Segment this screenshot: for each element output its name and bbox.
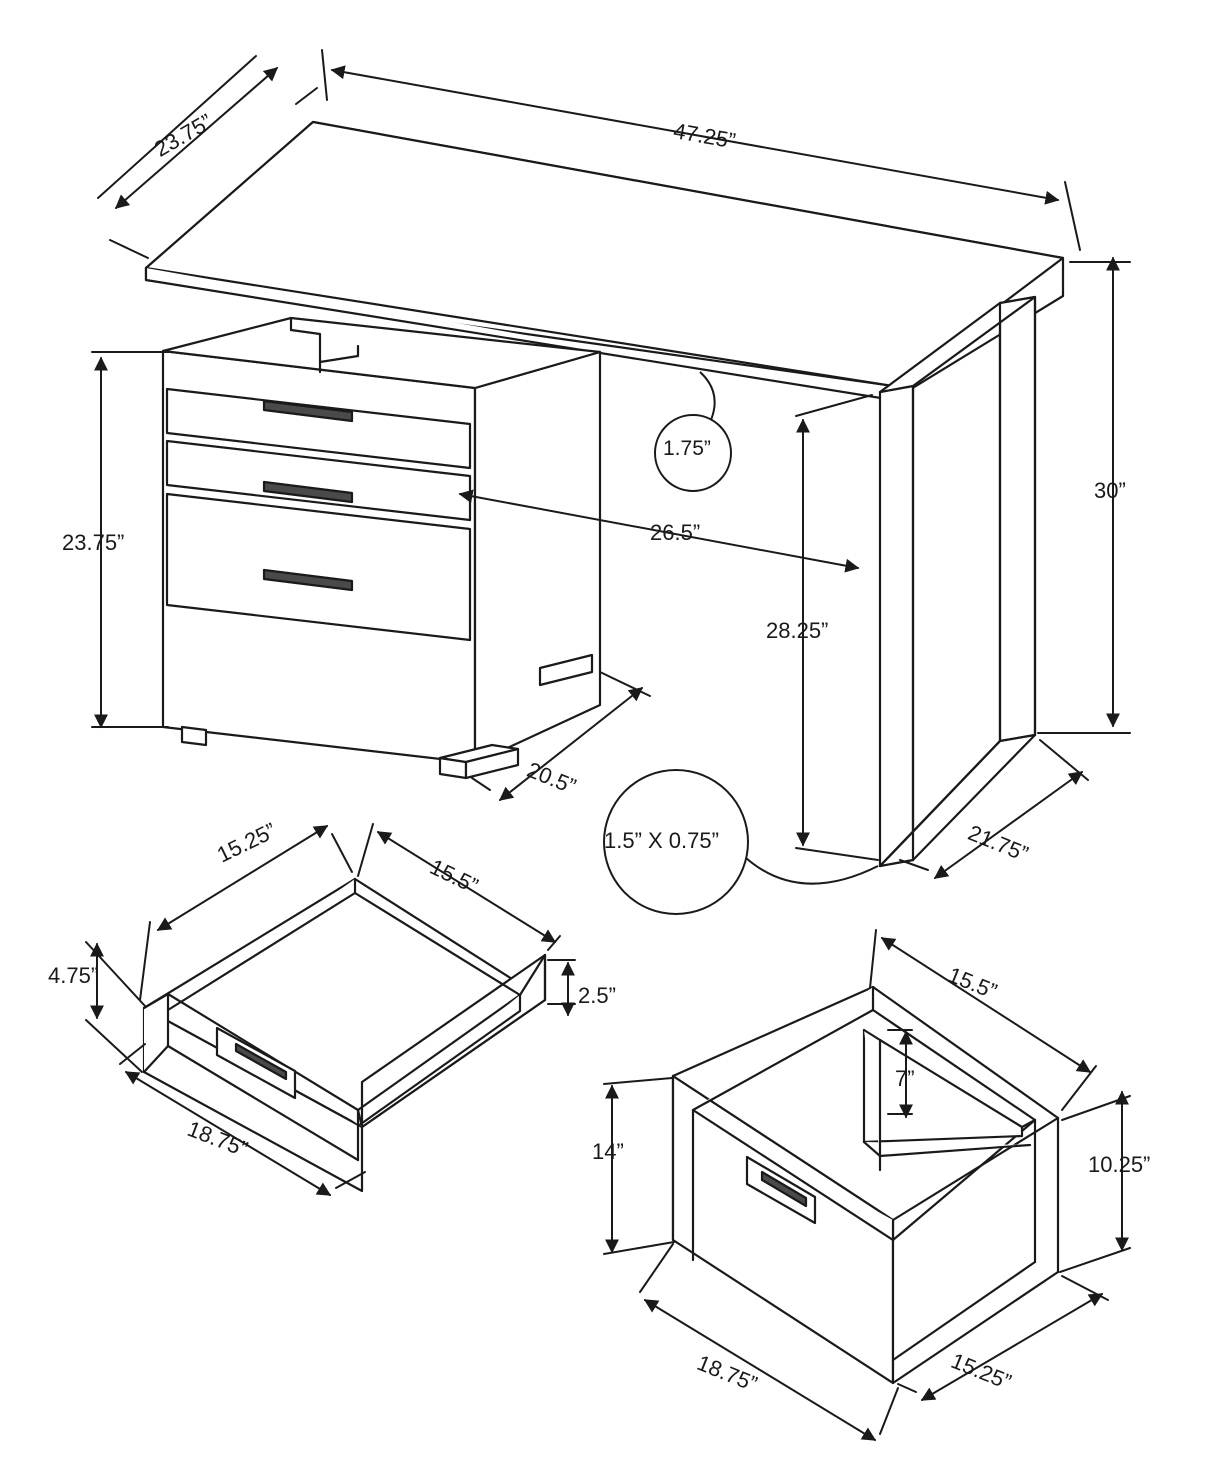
dimension-label-file-side-height: 10.25”	[1088, 1152, 1151, 1177]
dimension-label-shallow-box-height: 2.5”	[578, 983, 616, 1008]
dimension-label-file-front-height: 14”	[592, 1139, 624, 1164]
dimension-label-shallow-width: 18.75”	[184, 1116, 252, 1162]
dimension-label-pedestal-height: 23.75”	[62, 530, 125, 555]
dimension-label-pedestal-depth: 20.5”	[523, 757, 580, 799]
dimension-label-file-width: 18.75”	[693, 1350, 761, 1397]
dimension-label-leg-profile: 1.5” X 0.75”	[604, 828, 719, 853]
dimension-label-leg-depth: 21.75”	[964, 820, 1032, 867]
dimension-label-shallow-inner-depth: 15.25”	[213, 817, 281, 868]
dimension-label-shallow-outer-depth: 15.5”	[426, 854, 483, 899]
dimension-label-clearance-width: 26.5”	[650, 520, 701, 545]
dimension-label-file-inner-depth: 15.25”	[947, 1348, 1015, 1395]
dimension-label-desk-width-top: 47.25”	[671, 118, 738, 154]
dimension-label-leg-height: 28.25”	[766, 618, 829, 643]
dimension-label-desk-height: 30”	[1094, 478, 1126, 503]
dimension-label-file-outer-depth: 15.5”	[944, 962, 1001, 1004]
file-drawer-geometry	[673, 987, 1058, 1383]
dimension-label-file-inner-height: 7”	[895, 1066, 915, 1091]
dimension-label-shallow-height: 4.75”	[48, 963, 99, 988]
dimension-label-desk-depth-top: 23.75”	[150, 108, 217, 162]
dimension-label-top-thickness: 1.75”	[663, 437, 711, 460]
desk-assembly-geometry	[146, 122, 1063, 866]
